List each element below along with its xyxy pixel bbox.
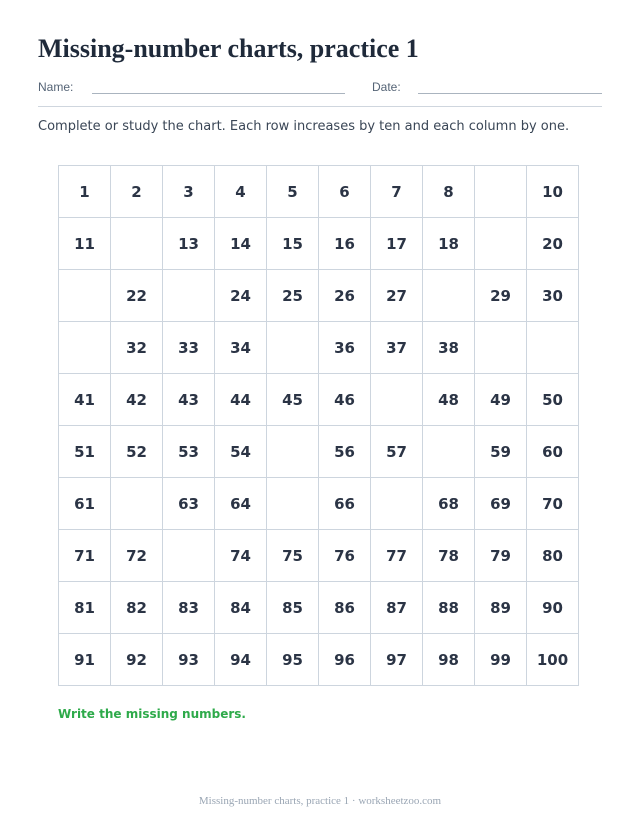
name-field-line[interactable]	[92, 93, 345, 94]
hundred-chart	[58, 165, 579, 686]
chart-cell: 24	[215, 270, 267, 322]
chart-cell-blank[interactable]	[423, 270, 475, 322]
chart-cell-blank[interactable]	[267, 426, 319, 478]
chart-cell-blank[interactable]	[475, 322, 527, 374]
chart-cell-blank[interactable]	[267, 322, 319, 374]
chart-cell: 85	[267, 582, 319, 634]
date-field-line[interactable]	[418, 93, 602, 94]
chart-row	[59, 478, 579, 530]
chart-cell: 92	[111, 634, 163, 686]
chart-cell: 99	[475, 634, 527, 686]
chart-cell: 3	[163, 166, 215, 218]
chart-cell: 36	[319, 322, 371, 374]
chart-cell: 95	[267, 634, 319, 686]
chart-row	[59, 582, 579, 634]
chart-cell: 43	[163, 374, 215, 426]
chart-cell: 97	[371, 634, 423, 686]
chart-cell: 61	[59, 478, 111, 530]
chart-cell: 75	[267, 530, 319, 582]
chart-cell: 45	[267, 374, 319, 426]
chart-cell: 71	[59, 530, 111, 582]
chart-cell: 87	[371, 582, 423, 634]
chart-cell: 38	[423, 322, 475, 374]
chart-cell: 70	[527, 478, 579, 530]
chart-cell-blank[interactable]	[475, 218, 527, 270]
chart-cell: 13	[163, 218, 215, 270]
chart-cell-blank[interactable]	[59, 322, 111, 374]
chart-cell: 74	[215, 530, 267, 582]
chart-cell: 78	[423, 530, 475, 582]
chart-cell: 25	[267, 270, 319, 322]
chart-cell: 52	[111, 426, 163, 478]
chart-cell: 96	[319, 634, 371, 686]
chart-cell: 53	[163, 426, 215, 478]
chart-cell-blank[interactable]	[423, 426, 475, 478]
chart-row	[59, 374, 579, 426]
chart-cell: 84	[215, 582, 267, 634]
chart-cell: 6	[319, 166, 371, 218]
chart-cell: 57	[371, 426, 423, 478]
chart-row	[59, 634, 579, 686]
chart-cell: 11	[59, 218, 111, 270]
chart-cell: 1	[59, 166, 111, 218]
chart-cell: 29	[475, 270, 527, 322]
chart-cell: 50	[527, 374, 579, 426]
chart-cell: 60	[527, 426, 579, 478]
chart-cell-blank[interactable]	[371, 478, 423, 530]
chart-cell: 82	[111, 582, 163, 634]
chart-cell-blank[interactable]	[527, 322, 579, 374]
chart-cell: 91	[59, 634, 111, 686]
chart-cell: 48	[423, 374, 475, 426]
chart-cell: 17	[371, 218, 423, 270]
chart-cell: 66	[319, 478, 371, 530]
page-title: Missing-number charts, practice 1	[38, 34, 419, 63]
chart-cell: 100	[527, 634, 579, 686]
chart-cell: 27	[371, 270, 423, 322]
chart-cell: 90	[527, 582, 579, 634]
chart-cell-blank[interactable]	[371, 374, 423, 426]
chart-cell: 26	[319, 270, 371, 322]
chart-cell: 94	[215, 634, 267, 686]
chart-cell: 49	[475, 374, 527, 426]
chart-cell: 83	[163, 582, 215, 634]
chart-cell: 2	[111, 166, 163, 218]
chart-row	[59, 426, 579, 478]
instructions-text: Complete or study the chart. Each row increases by ten and each column by one.	[38, 119, 570, 134]
chart-cell-blank[interactable]	[111, 218, 163, 270]
chart-cell: 72	[111, 530, 163, 582]
chart-cell: 41	[59, 374, 111, 426]
chart-cell: 20	[527, 218, 579, 270]
chart-cell: 37	[371, 322, 423, 374]
chart-cell: 5	[267, 166, 319, 218]
chart-cell: 33	[163, 322, 215, 374]
chart-cell: 80	[527, 530, 579, 582]
name-date-row	[38, 80, 602, 107]
chart-cell: 79	[475, 530, 527, 582]
chart-cell: 34	[215, 322, 267, 374]
chart-cell: 14	[215, 218, 267, 270]
chart-cell-blank[interactable]	[163, 270, 215, 322]
chart-cell: 10	[527, 166, 579, 218]
chart-cell-blank[interactable]	[163, 530, 215, 582]
name-label: Name:	[38, 80, 74, 94]
chart-cell: 89	[475, 582, 527, 634]
chart-cell: 15	[267, 218, 319, 270]
chart-cell: 42	[111, 374, 163, 426]
chart-cell: 46	[319, 374, 371, 426]
chart-cell: 7	[371, 166, 423, 218]
chart-cell: 76	[319, 530, 371, 582]
chart-cell: 18	[423, 218, 475, 270]
chart-cell: 54	[215, 426, 267, 478]
chart-row	[59, 166, 579, 218]
chart-cell: 88	[423, 582, 475, 634]
chart-cell: 69	[475, 478, 527, 530]
chart-row	[59, 270, 579, 322]
chart-cell: 68	[423, 478, 475, 530]
chart-cell-blank[interactable]	[267, 478, 319, 530]
chart-cell: 59	[475, 426, 527, 478]
chart-cell: 16	[319, 218, 371, 270]
chart-cell: 30	[527, 270, 579, 322]
chart-cell: 98	[423, 634, 475, 686]
chart-cell: 8	[423, 166, 475, 218]
chart-cell-blank[interactable]	[475, 166, 527, 218]
chart-cell: 4	[215, 166, 267, 218]
chart-row	[59, 322, 579, 374]
chart-cell-blank[interactable]	[111, 478, 163, 530]
chart-cell: 77	[371, 530, 423, 582]
chart-cell: 32	[111, 322, 163, 374]
chart-cell-blank[interactable]	[59, 270, 111, 322]
missing-numbers-prompt: Write the missing numbers.	[58, 707, 246, 721]
date-label: Date:	[372, 80, 401, 94]
chart-row	[59, 218, 579, 270]
chart-cell: 93	[163, 634, 215, 686]
chart-cell: 56	[319, 426, 371, 478]
chart-cell: 64	[215, 478, 267, 530]
chart-row	[59, 530, 579, 582]
chart-cell: 44	[215, 374, 267, 426]
page-footer: Missing-number charts, practice 1 · worksheetzoo.com	[198, 795, 442, 807]
chart-cell: 86	[319, 582, 371, 634]
chart-cell: 63	[163, 478, 215, 530]
chart-cell: 22	[111, 270, 163, 322]
chart-cell: 81	[59, 582, 111, 634]
chart-cell: 51	[59, 426, 111, 478]
